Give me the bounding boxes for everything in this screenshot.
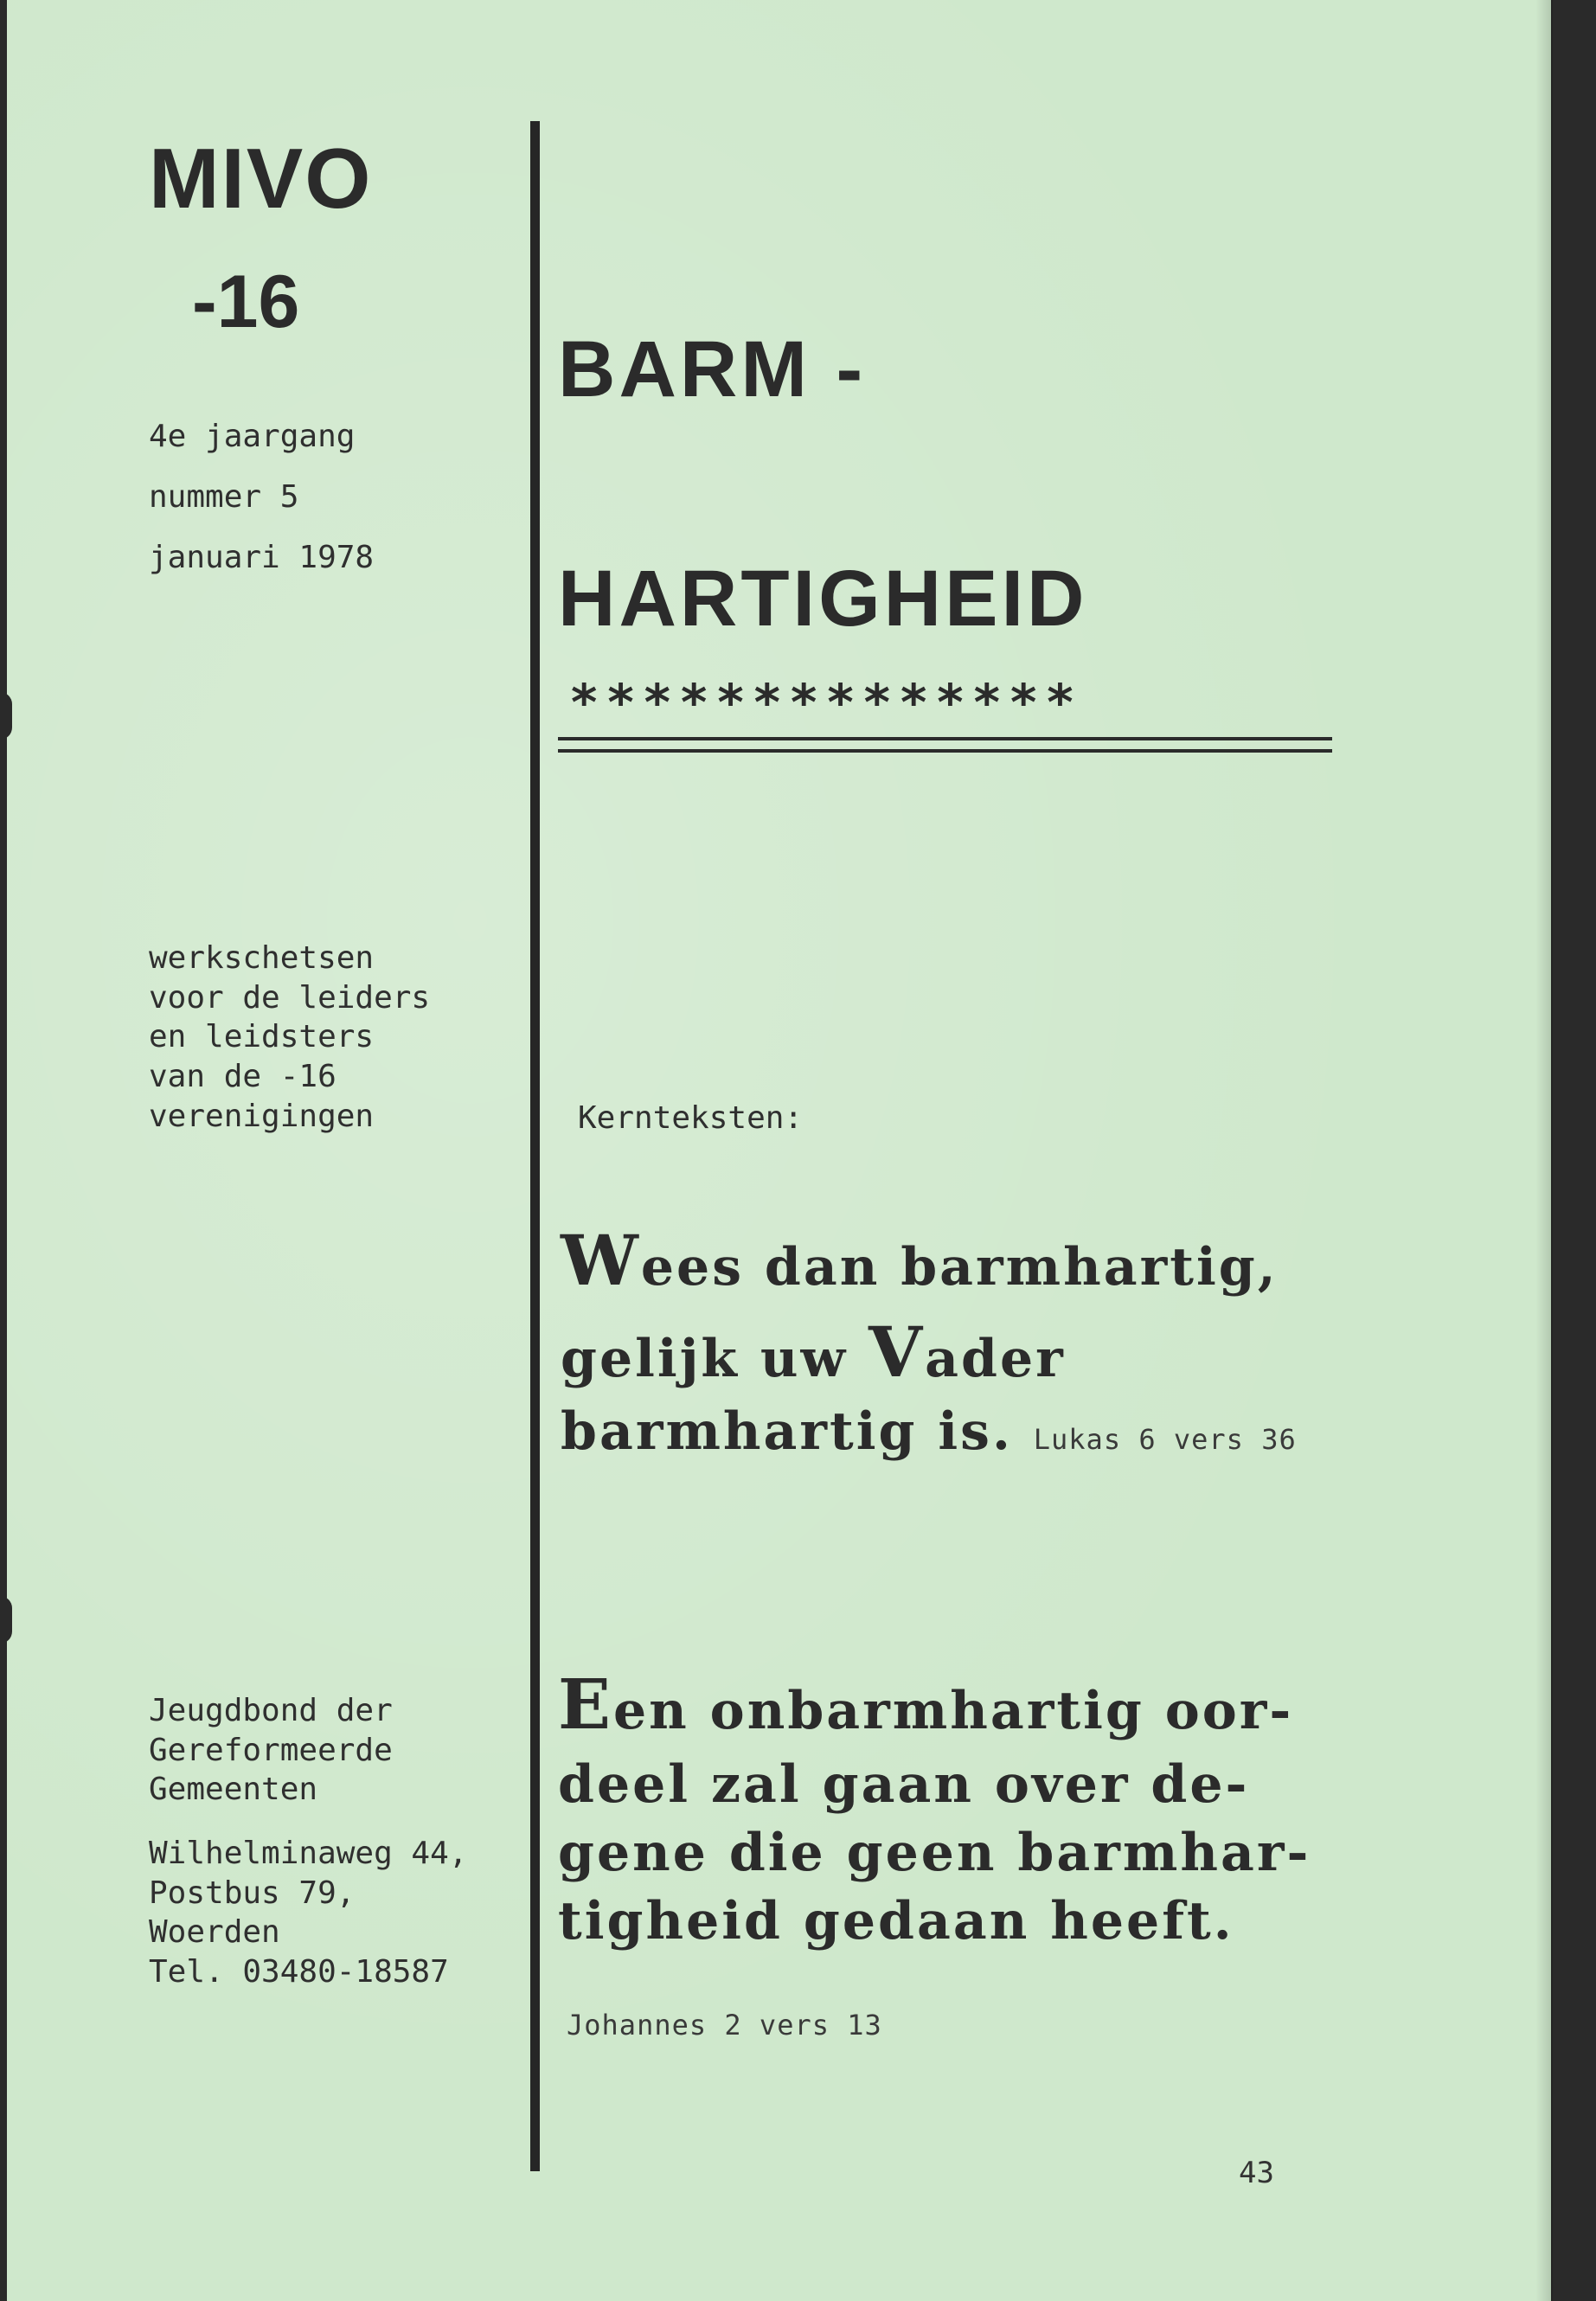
verse-2-reference: Johannes 2 vers 13 [567, 2009, 882, 2041]
address-line: Postbus 79, [149, 1875, 356, 1911]
punch-hole-bottom [0, 1596, 12, 1644]
verse-1-initial: W [561, 1220, 641, 1301]
verse-2-initial: E [558, 1663, 613, 1745]
description-line: voor de leiders [149, 979, 431, 1016]
description-line: werkschetsen [149, 940, 375, 976]
address-line: Tel. 03480-18587 [149, 1954, 449, 1990]
verse-2-line-1 [558, 1659, 1311, 1751]
verse-1-text: barmhartig is. [561, 1401, 1013, 1463]
verse-2 [558, 1659, 1311, 1956]
volume-text: 4e jaargang [149, 419, 356, 454]
address-line: Wilhelminaweg 44, [149, 1836, 468, 1871]
double-rule-top [558, 737, 1332, 740]
description-line: en leidsters [149, 1019, 375, 1055]
verse-1-text: gelijk uw [561, 1328, 869, 1389]
page-edge-shadow [1535, 0, 1553, 2301]
description-line: van de -16 [149, 1059, 337, 1095]
verse-1 [561, 1215, 1297, 1466]
address-line: Woerden [149, 1914, 280, 1951]
verse-2-line-2: deel zal gaan over de- [558, 1753, 1250, 1815]
vertical-divider [530, 121, 540, 2171]
kernteksten-label: Kernteksten: [578, 1100, 804, 1136]
verse-1-text: ees dan barmhartig, [640, 1237, 1279, 1298]
publisher-line: Gereformeerde [149, 1732, 393, 1768]
publisher-org [149, 1691, 393, 1810]
issue-text: nummer 5 [149, 479, 299, 516]
masthead-subtitle: -16 [192, 260, 300, 343]
headline-line1: BARM - [558, 325, 867, 413]
verse-1-capital-v: V [869, 1311, 926, 1393]
verse-2-text: en onbarmhartig oor- [612, 1681, 1294, 1741]
verse-2-line-4: tigheid gedaan heeft. [558, 1890, 1234, 1952]
page-number: 43 [1239, 2156, 1274, 2190]
verse-1-reference: Lukas 6 vers 36 [1033, 1423, 1297, 1457]
double-rule-bottom [558, 749, 1332, 753]
stars-divider: ************** [571, 673, 1084, 732]
description-block [149, 939, 430, 1137]
issue-info [149, 407, 374, 589]
description-line: verenigingen [149, 1098, 375, 1134]
publisher-line: Gemeenten [149, 1772, 318, 1808]
publisher-address [149, 1834, 467, 1992]
publisher-line: Jeugdbond der [149, 1693, 393, 1728]
headline-line2: HARTIGHEID [558, 554, 1088, 643]
verse-1-line-1 [561, 1215, 1297, 1307]
verse-1-text: ader [925, 1328, 1066, 1389]
punch-hole-top [0, 692, 12, 740]
masthead-title: MIVO [149, 131, 373, 226]
verse-2-line-3: gene die geen barmhar- [558, 1822, 1311, 1883]
verse-1-line-3 [561, 1398, 1297, 1466]
verse-1-line-2 [561, 1307, 1297, 1399]
date-text: januari 1978 [149, 540, 375, 576]
